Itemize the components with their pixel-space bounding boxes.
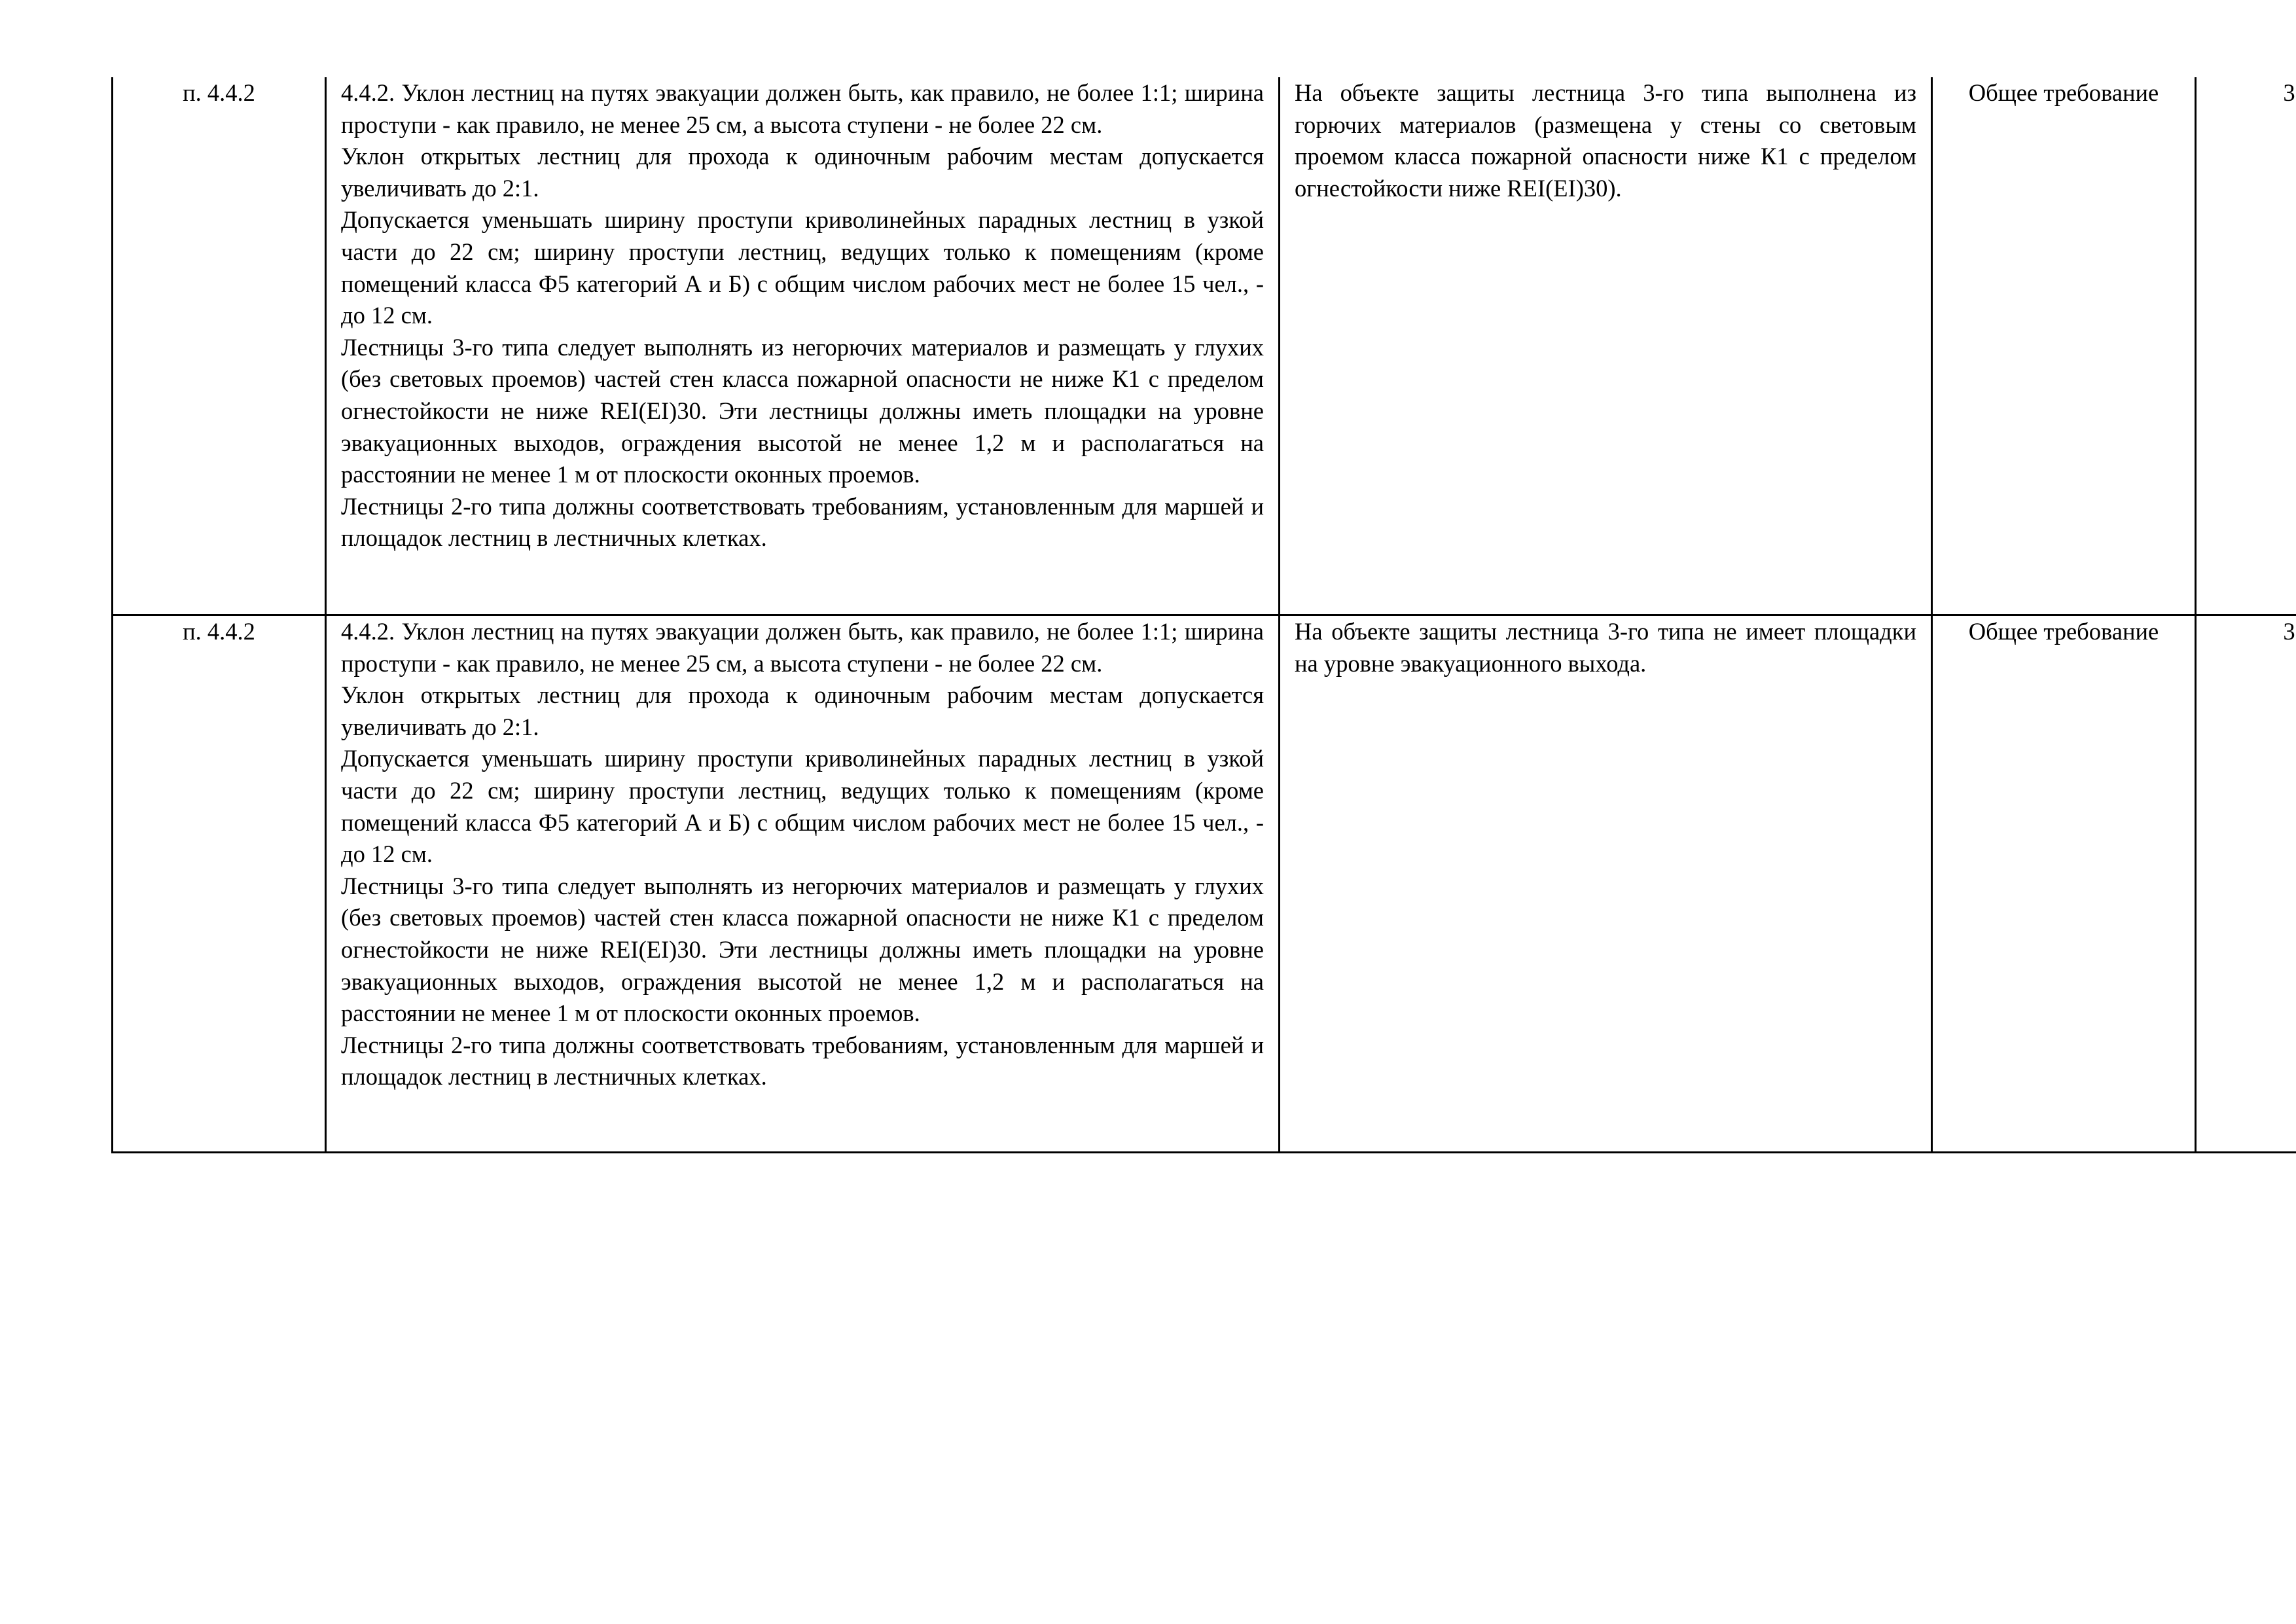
violations-table xyxy=(111,77,2296,1153)
clause-cell: п. 4.4.2 xyxy=(113,77,326,615)
requirement-paragraph: Допускается уменьшать ширину проступи криволинейных парадных лестниц в узкой части до 22 см; ширину проступи лестниц, ведущих только к помещениям (кроме помещений класса Ф5 категорий А и Б) с общим числом рабочих мест не более 15 чел., - до 12 см. xyxy=(341,745,1264,868)
requirement-paragraph: 4.4.2. Уклон лестниц на путях эвакуации должен быть, как правило, не более 1:1; ширина проступи - как правило, не менее 25 см, а высота ступени - не более 22 см. xyxy=(341,79,1264,138)
number-cell: 3 xyxy=(2196,77,2296,615)
requirement-paragraph: Лестницы 2-го типа должны соответствовать требованиям, установленным для маршей и площадок лестниц в лестничных клетках. xyxy=(341,1031,1264,1091)
requirement-paragraph: Уклон открытых лестниц для прохода к одиночным рабочим местам допускается увеличивать до 2:1. xyxy=(341,681,1264,740)
requirement-paragraph: Лестницы 3-го типа следует выполнять из негорючих материалов и размещать у глухих (без световых проемов) частей стен класса пожарной опасности не ниже К1 с пределом огнестойкости не ниже REI(EI)30. Эти лестницы должны иметь площадки на уровне эвакуационных выходов, ограждения высотой не менее 1,2 м и располагаться на расстоянии не менее 1 м от плоскости оконных проемов. xyxy=(341,872,1264,1027)
requirement-type-cell: Общее требование xyxy=(1932,77,2196,615)
table-row xyxy=(113,77,2296,615)
requirement-paragraph: Допускается уменьшать ширину проступи криволинейных парадных лестниц в узкой части до 22 см; ширину проступи лестниц, ведущих только к помещениям (кроме помещений класса Ф5 категорий А и Б) с общим числом рабочих мест не более 15 чел., - до 12 см. xyxy=(341,206,1264,329)
violation-cell: На объекте защиты лестница 3-го типа не имеет площадки на уровне эвакуационного выхода. xyxy=(1280,615,1932,1153)
requirement-cell xyxy=(326,615,1280,1153)
requirement-cell xyxy=(326,77,1280,615)
table-row xyxy=(113,615,2296,1153)
clause-cell: п. 4.4.2 xyxy=(113,615,326,1153)
requirement-paragraph: Лестницы 2-го типа должны соответствовать требованиям, установленным для маршей и площадок лестниц в лестничных клетках. xyxy=(341,492,1264,552)
requirement-paragraph: Уклон открытых лестниц для прохода к одиночным рабочим местам допускается увеличивать до 2:1. xyxy=(341,143,1264,202)
requirement-paragraph: 4.4.2. Уклон лестниц на путях эвакуации должен быть, как правило, не более 1:1; ширина проступи - как правило, не менее 25 см, а высота ступени - не более 22 см. xyxy=(341,618,1264,677)
requirement-paragraph: Лестницы 3-го типа следует выполнять из негорючих материалов и размещать у глухих (без световых проемов) частей стен класса пожарной опасности не ниже К1 с пределом огнестойкости не ниже REI(EI)30. Эти лестницы должны иметь площадки на уровне эвакуационных выходов, ограждения высотой не менее 1,2 м и располагаться на расстоянии не менее 1 м от плоскости оконных проемов. xyxy=(341,333,1264,488)
number-cell: 3 xyxy=(2196,615,2296,1153)
requirement-type-cell: Общее требование xyxy=(1932,615,2196,1153)
violation-cell: На объекте защиты лестница 3-го типа выполнена из горючих материалов (размещена у стены со световым проемом класса пожарной опасности ниже К1 с пределом огнестойкости ниже REI(EI)30). xyxy=(1280,77,1932,615)
